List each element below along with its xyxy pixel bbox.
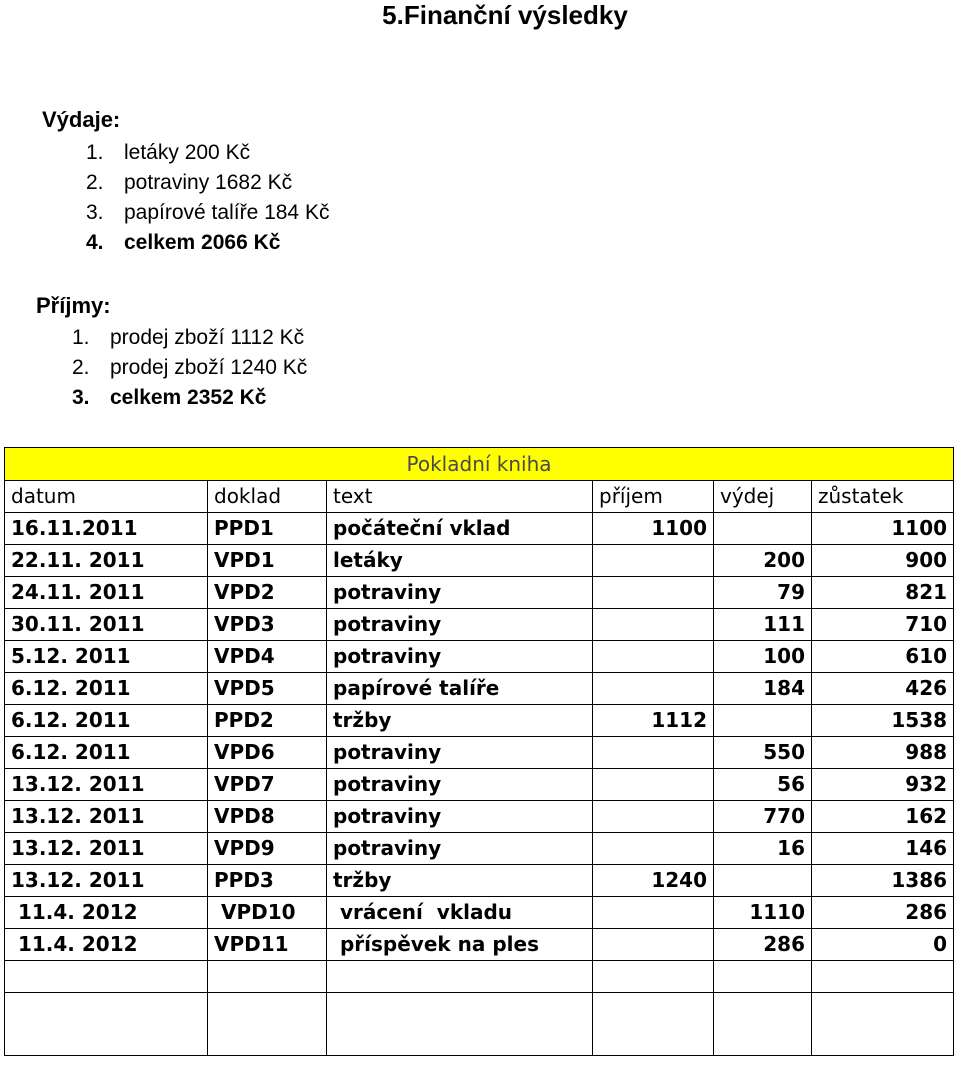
table-cell: 16.11.2011 xyxy=(5,513,208,545)
table-cell: 821 xyxy=(812,577,954,609)
table-row xyxy=(5,897,954,929)
table-cell: 1100 xyxy=(593,513,714,545)
table-cell: 100 xyxy=(714,641,812,673)
table-cell xyxy=(812,961,954,993)
table-cell: 610 xyxy=(812,641,954,673)
table-row xyxy=(5,833,954,865)
table-cell xyxy=(593,961,714,993)
column-header: výdej xyxy=(714,481,812,513)
expenses-list xyxy=(72,138,329,258)
table-row xyxy=(5,545,954,577)
table-cell: VPD5 xyxy=(208,673,327,705)
table-cell: 16 xyxy=(714,833,812,865)
table-caption: Pokladní kniha xyxy=(5,448,954,481)
list-item: 2. potraviny 1682 Kč xyxy=(86,171,293,194)
table-cell: 988 xyxy=(812,737,954,769)
table-cell: 146 xyxy=(812,833,954,865)
page-title: 5.Finanční výsledky xyxy=(382,0,628,30)
table-row xyxy=(5,673,954,705)
income-heading: Příjmy: xyxy=(36,293,111,318)
list-item: 2. prodej zboží 1240 Kč xyxy=(72,356,308,379)
table-cell: 30.11. 2011 xyxy=(5,609,208,641)
table-cell xyxy=(714,865,812,897)
table-row xyxy=(5,609,954,641)
table-cell: potraviny xyxy=(327,609,593,641)
table-cell: 13.12. 2011 xyxy=(5,833,208,865)
table-cell: potraviny xyxy=(327,577,593,609)
table-cell: 184 xyxy=(714,673,812,705)
table-cell: VPD4 xyxy=(208,641,327,673)
column-header: doklad xyxy=(208,481,327,513)
table-cell: 0 xyxy=(812,929,954,961)
table-cell: letáky xyxy=(327,545,593,577)
table-cell xyxy=(593,737,714,769)
cash-book-table xyxy=(4,447,954,1056)
table-cell xyxy=(593,641,714,673)
table-cell xyxy=(593,929,714,961)
table-cell: vrácení vkladu xyxy=(327,897,593,929)
table-cell: 1240 xyxy=(593,865,714,897)
table-cell: 11.4. 2012 xyxy=(5,897,208,929)
list-item: 4. celkem 2066 Kč xyxy=(86,231,281,254)
table-cell: PPD2 xyxy=(208,705,327,737)
empty-table-row xyxy=(5,961,954,993)
column-header: datum xyxy=(5,481,208,513)
table-cell: příspěvek na ples xyxy=(327,929,593,961)
table-cell: potraviny xyxy=(327,833,593,865)
table-header-row xyxy=(5,481,954,513)
income-list xyxy=(58,323,307,413)
table-cell xyxy=(593,545,714,577)
table-cell: 6.12. 2011 xyxy=(5,705,208,737)
table-cell: 5.12. 2011 xyxy=(5,641,208,673)
list-item: 1. prodej zboží 1112 Kč xyxy=(72,326,305,349)
table-cell xyxy=(208,961,327,993)
table-cell: VPD7 xyxy=(208,769,327,801)
table-cell: VPD10 xyxy=(208,897,327,929)
table-cell xyxy=(5,993,208,1056)
table-cell xyxy=(593,673,714,705)
column-header: zůstatek xyxy=(812,481,954,513)
table-row xyxy=(5,769,954,801)
table-cell: 79 xyxy=(714,577,812,609)
table-cell: 550 xyxy=(714,737,812,769)
table-cell xyxy=(714,705,812,737)
table-cell xyxy=(327,993,593,1056)
table-cell: 6.12. 2011 xyxy=(5,737,208,769)
table-cell xyxy=(714,513,812,545)
table-cell: VPD9 xyxy=(208,833,327,865)
table-cell: 710 xyxy=(812,609,954,641)
table-cell xyxy=(593,897,714,929)
table-row xyxy=(5,641,954,673)
table-cell xyxy=(593,993,714,1056)
table-cell: 200 xyxy=(714,545,812,577)
table-cell: 22.11. 2011 xyxy=(5,545,208,577)
table-cell: tržby xyxy=(327,865,593,897)
table-cell: VPD1 xyxy=(208,545,327,577)
table-cell: tržby xyxy=(327,705,593,737)
table-cell: 1386 xyxy=(812,865,954,897)
table-row xyxy=(5,513,954,545)
table-cell xyxy=(593,801,714,833)
table-cell: 770 xyxy=(714,801,812,833)
table-row xyxy=(5,865,954,897)
table-cell xyxy=(812,993,954,1056)
table-row xyxy=(5,737,954,769)
table-cell: potraviny xyxy=(327,641,593,673)
table-cell: PPD3 xyxy=(208,865,327,897)
table-cell xyxy=(327,961,593,993)
list-item: 1. letáky 200 Kč xyxy=(86,141,251,164)
table-cell: 932 xyxy=(812,769,954,801)
column-header: příjem xyxy=(593,481,714,513)
table-cell: potraviny xyxy=(327,769,593,801)
table-cell: počáteční vklad xyxy=(327,513,593,545)
table-cell: 1112 xyxy=(593,705,714,737)
table-cell xyxy=(714,993,812,1056)
table-cell: 1110 xyxy=(714,897,812,929)
table-cell: 6.12. 2011 xyxy=(5,673,208,705)
table-cell xyxy=(208,993,327,1056)
table-cell: VPD6 xyxy=(208,737,327,769)
table-cell: 162 xyxy=(812,801,954,833)
table-cell: 13.12. 2011 xyxy=(5,801,208,833)
table-cell: 11.4. 2012 xyxy=(5,929,208,961)
table-cell: VPD8 xyxy=(208,801,327,833)
table-cell: potraviny xyxy=(327,737,593,769)
table-cell: VPD11 xyxy=(208,929,327,961)
table-cell: 426 xyxy=(812,673,954,705)
table-cell: 286 xyxy=(812,897,954,929)
table-cell: 1538 xyxy=(812,705,954,737)
table-cell xyxy=(593,609,714,641)
table-cell xyxy=(593,769,714,801)
table-cell: PPD1 xyxy=(208,513,327,545)
table-cell: 286 xyxy=(714,929,812,961)
table-cell xyxy=(593,833,714,865)
table-cell: 56 xyxy=(714,769,812,801)
table-cell: 13.12. 2011 xyxy=(5,865,208,897)
list-item: 3. celkem 2352 Kč xyxy=(72,386,267,409)
table-cell: 1100 xyxy=(812,513,954,545)
table-cell: papírové talíře xyxy=(327,673,593,705)
table-caption-row xyxy=(5,448,954,481)
table-cell: 900 xyxy=(812,545,954,577)
table-cell: VPD2 xyxy=(208,577,327,609)
table-row xyxy=(5,801,954,833)
table-row xyxy=(5,705,954,737)
table-row xyxy=(5,929,954,961)
table-cell: 111 xyxy=(714,609,812,641)
table-cell xyxy=(593,577,714,609)
table-cell: 13.12. 2011 xyxy=(5,769,208,801)
table-cell: 24.11. 2011 xyxy=(5,577,208,609)
expenses-heading: Výdaje: xyxy=(42,107,121,132)
table-cell xyxy=(5,961,208,993)
column-header: text xyxy=(327,481,593,513)
table-cell: potraviny xyxy=(327,801,593,833)
table-cell: VPD3 xyxy=(208,609,327,641)
list-item: 3. papírové talíře 184 Kč xyxy=(86,201,330,224)
empty-table-row xyxy=(5,993,954,1056)
table-cell xyxy=(714,961,812,993)
table-row xyxy=(5,577,954,609)
